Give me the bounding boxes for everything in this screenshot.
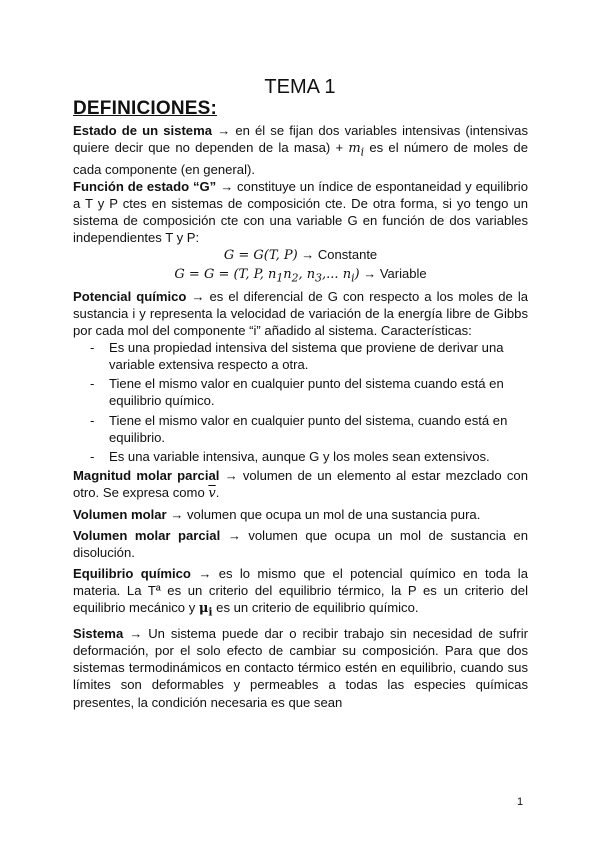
term-equilibrio: Equilibrio químico [73,566,191,582]
term-magnitud: Magnitud molar parcial [73,467,220,483]
list-item: - Es una variable intensiva, aunque G y los moles sean extensivos. [90,448,490,464]
paragraph-magnitud: Magnitud molar parcial → volumen de un elemento al estar mezclado con otro. Se expresa como $\overline{v}$. [73,467,528,501]
term-volumen: Volumen molar [73,506,167,522]
term-potencial: Potencial químico [73,288,187,304]
estado-text-1: → en él se fijan dos variables intensivas (intensivas quiere decir que no dependen de la masa) + [73,123,528,156]
page-title: TEMA 1 [264,76,336,98]
volumen-parcial-text: → volumen que ocupa un mol de sustancia en disolución. [73,528,528,561]
list-item: - Es una propiedad intensiva del sistema que proviene de derivar una variable extensiva respecto a otra. [90,340,504,373]
paragraph-volumen [73,506,528,523]
term-sistema: Sistema [73,626,124,642]
term-volumen-parcial: Volumen molar parcial [73,528,221,544]
paragraph-equilibrio [73,565,528,621]
paragraph-sistema [73,625,528,710]
moles-symbol: $m_i$ [348,141,365,159]
equation-constant: G = G(T, P) → Constante [223,247,378,264]
funcion-text: → constituye un índice de espontaneidad y equilibrio a T y P ctes en sistemas de composición cte. De otra forma, si yo tengo un sistema de composición cte con una variable G en función de dos variables independientes T y P: [73,178,528,246]
equilibrio-text-2: es un criterio de equilibrio químico. [212,600,419,616]
sistema-text: → Un sistema puede dar o recibir trabajo sin necesidad de sufrir deformación, por el solo efecto de cambiar su composición. Para que dos sistemas termodinámicos en contacto térmico estén en equilibrio, cuando sus límites son deformables y permeables a todas las especies químicas presentes, la condición necesaria es que sean [73,626,528,710]
paragraph-volumen-parcial [73,527,528,561]
molar-volume-symbol: $\overline{v}$ [208,485,216,501]
potencial-text: → es el diferencial de G con respecto a los moles de la sustancia i y representa la velocidad de variación de la energía libre de Gibbs por cada mol del componente “i” añadido al sistema. Características: [73,288,529,339]
page-number: 1 [517,796,524,808]
list-item: - Tiene el mismo valor en cualquier punto del sistema, cuando está en equilibrio. [90,412,508,445]
paragraph-funcion [73,178,528,246]
term-funcion: Función de estado “G” [73,178,217,194]
document-body [73,122,528,711]
section-heading: DEFINICIONES: [73,98,218,119]
paragraph-estado [73,122,528,178]
mu-symbol: $\mu_i$ [198,601,213,620]
equation-variable: G = G = (T, P, $n_1n_2$, $n_3$,... $n_i$) → Variable [174,266,427,285]
list-item: - Tiene el mismo valor en cualquier punto del sistema cuando está en equilibrio químico. [90,376,504,409]
characteristics-list [73,339,528,465]
estado-text-2: es el número de moles de cada componente (en general). [73,140,528,177]
term-estado: Estado de un sistema [73,123,213,138]
equilibrio-text-1: → es lo mismo que el potencial químico en toda la materia. La Tª es un criterio del equilibrio térmico, la P es un criterio del equilibrio mecánico y [73,566,528,616]
paragraph-potencial [73,288,528,339]
volumen-text: → volumen que ocupa un mol de una sustancia pura. [166,506,481,522]
magnitud-text: → volumen de un elemento al estar mezclado con otro. Se expresa como [73,467,528,500]
